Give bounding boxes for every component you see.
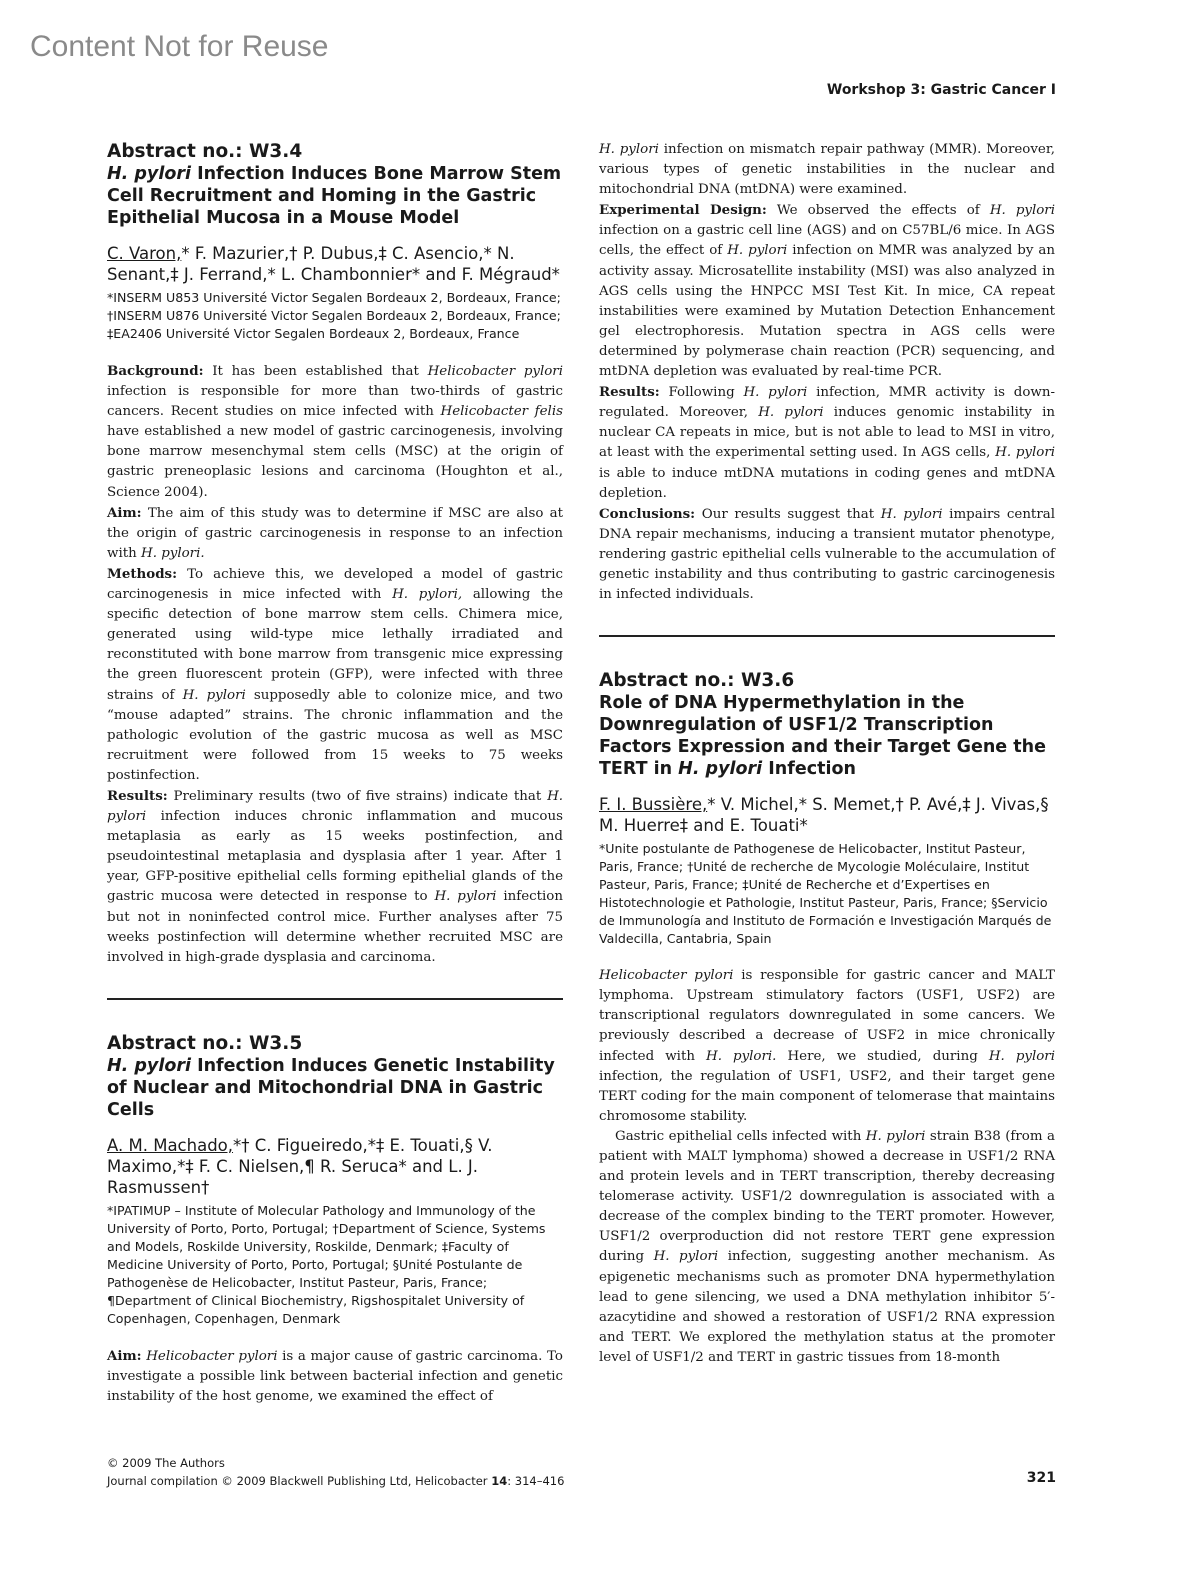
text-run: Preliminary results (two of five strains) indicate that [167,788,548,804]
presenting-author: C. Varon, [107,244,182,263]
italic-run: Helicobacter pylori [146,1348,278,1364]
abstract-w3-5 [107,1032,563,1407]
italic-run: H. pylori. [141,545,205,561]
italic-run: H. pylori [865,1128,926,1144]
text-run: infection but not in noninfected control mice. Further analyses after 75 weeks postinfection will determine whether recruited MSC are involved in high-grade dysplasia and carcinoma. [107,889,563,965]
text-run: is responsible for gastric cancer and MALT lymphoma. Upstream stimulatory factors (USF1, USF2) are transcriptional regulators downregulated in some cancers. We previously described a decrease of USF2 in mice chronically infected with [599,968,1055,1064]
text-run: It has been established that [203,364,428,379]
text-run: have established a new model of gastric carcinogenesis, involving bone marrow mesenchymal stem cells (MSC) at the origin of gastric preneoplasic lesions and carcinoma (Houghton et al., Science 2004). [107,424,563,500]
text-run: Journal compilation © 2009 Blackwell Publishing Ltd, Helicobacter [107,1474,492,1488]
italic-run: Helicobacter pylori [427,364,563,379]
abstract-w3-4 [107,140,563,968]
text-run: infection is responsible for more than two-thirds of gastric cancers. Recent studies on mice infected with [107,384,563,420]
author-list [599,794,1055,836]
abstract-title [107,163,563,229]
text-run: is a major cause of gastric carcinoma. To investigate a possible link between bacterial infection and genetic instability of the host genome, we examined the effect of [107,1348,563,1404]
text-run: infection on mismatch repair pathway (MMR). Moreover, various types of genetic instabilities in the nuclear and mitochondrial DNA (mtDNA) were examined. [599,142,1056,198]
aim-paragraph [107,1346,563,1407]
author-list [107,1135,563,1198]
title-text: Infection Induces Genetic Instability of Nuclear and Mitochondrial DNA in Gastric Cells [107,1055,555,1120]
section-label: Methods: [107,565,178,582]
affiliations: *Unite postulante de Pathogenese de Helicobacter, Institut Pasteur, Paris, France; †Unité de recherche de Mycologie Moléculaire, Institut Pasteur, Paris, France; ‡Unité de Recherche et d’Expertises en Histotechnologie et Pathologie, Institut Pasteur, Paris, France; §Servicio de Immunología and Instituto de Formación e Investigación Marqués de Valdecilla, Cantabria, Spain [599,841,1052,947]
presenting-author: A. M. Machado, [107,1135,234,1155]
text-run: infection induces chronic inflammation and mucous metaplasia as early as 15 weeks postinfection, and pseudointestinal metaplasia and dysplasia after 1 year. After 1 year, GFP-positive epithelial cells forming epithelial glands of the gastric mucosa were detected in response to [107,809,563,905]
abstract-title [107,1055,563,1121]
abstract-number: Abstract no.: W3.5 [107,1032,303,1054]
abstract-w3-6 [599,669,1055,1368]
italic-run: H. pylori [989,203,1055,219]
text-run: Following [659,385,744,401]
title-text: Infection Induces Bone Marrow Stem Cell Recruitment and Homing in the Gastric Epithelial Mucosa in a Mouse Model [107,164,562,228]
text-run: infection, suggesting another mechanism. As epigenetic mechanisms such as promoter DNA hypermethylation lead to gene silencing, we used a DNA methylation inhibitor 5′-azacytidine and showed a restoration of USF1/2 RNA expression and TERT. We explored the methylation status at the promoter level of USF1/2 and TERT in gastric tissues from 18-month [599,1249,1055,1365]
italic-run: Helicobacter felis [440,404,563,420]
watermark: Content Not for Reuse [30,30,329,63]
title-text: Infection [762,759,856,780]
background-paragraph [107,361,563,503]
page-number: 321 [1026,1470,1056,1486]
other-authors: * V. Michel,* S. Memet,† P. Avé,‡ J. Vivas,§ M. Huerre‡ and E. Touati* [599,795,1049,836]
italic-run: Helicobacter pylori [599,968,734,984]
left-column [107,140,563,1407]
text-run: To achieve this, we developed a model of gastric carcinogenesis in mice infected with [107,566,563,603]
text-run: supposedly able to colonize mice, and two “mouse adapted” strains. The chronic inflammation and the pathologic evolution of the gastric mucosa as well as MSC recruitment were followed from 15 weeks to 75 weeks postinfection. [107,687,563,783]
text-run: induces genomic instability in nuclear CA repeats in mice, but is not able to lead to MSI in vitro, at least with the experimental setting used. In AGS cells, [599,405,1055,461]
italic-run: H. pylori [880,506,943,522]
section-label: Results: [599,384,660,401]
italic-run: H. pylori [758,405,824,421]
italic-run: H. pylori [434,889,497,905]
italic-run: H. pylori [743,385,808,401]
affiliations: *INSERM U853 Université Victor Segalen Bordeaux 2, Bordeaux, France; †INSERM U876 Université Victor Segalen Bordeaux 2, Bordeaux, France; ‡EA2406 Université Victor Segalen Bordeaux 2, Bordeaux, France [107,290,561,341]
section-divider [599,635,1055,637]
abstract-number: Abstract no.: W3.6 [599,670,795,692]
volume-number: 14 [491,1474,508,1488]
italic-run: H. pylori [182,687,246,703]
text-run: : 314–416 [507,1474,565,1488]
title-text: Role of DNA Hypermethylation in the Downregulation of USF1/2 Transcription Factors Expression and their Target Gene the TERT in [599,693,1046,780]
section-label: Aim: [107,1347,142,1364]
footer-copyright [107,1454,564,1490]
other-authors: *† C. Figueiredo,*‡ E. Touati,§ V. Maximo,*‡ F. C. Nielsen,¶ R. Seruca* and L. J. Rasmussen† [107,1135,493,1197]
text-run: Our results suggest that [695,506,881,522]
section-label: Experimental Design: [599,202,767,219]
abstract-title [599,692,1055,780]
text-run: Here, we studied, during [776,1048,989,1064]
text-run: infection on MMR was analyzed by an activity assay. Microsatellite instability (MSI) was also analyzed in AGS cells using the HNPCC MSI Test Kit. In mice, CA repeat instabilities were examined by Mutation Detection Enhancement gel electrophoresis. Mutation spectra in AGS cells were determined by polymerase chain reaction (PCR) sequencing, and mtDNA depletion was evaluated by real-time PCR. [599,243,1055,380]
title-italic: H. pylori [678,759,763,780]
italic-run: H. pylori [653,1249,719,1265]
text-run: We observed the effects of [766,203,990,219]
journal-line [107,1472,564,1490]
text-run: infection, the regulation of USF1, USF2, and their target gene TERT coding for the main component of telomerase that maintains chromosome stability. [599,1068,1055,1124]
section-label: Conclusions: [599,505,696,522]
affiliations: *IPATIMUP – Institute of Molecular Pathology and Immunology of the University of Porto, Porto, Portugal; †Department of Science, Systems and Models, Roskilde University, Roskilde, Denmark; ‡Faculty of Medicine University of Porto, Porto, Portugal; §Unité Postulante de Pathogenèse de Helicobacter, Institut Pasteur, Paris, France; ¶Department of Clinical Biochemistry, Rigshospitalet University of Copenhagen, Copenhagen, Denmark [107,1202,546,1326]
section-label: Aim: [107,504,142,521]
italic-run: H. pylori [995,445,1055,461]
right-column [599,140,1055,1368]
results-paragraph [107,786,563,968]
title-italic: H. pylori [107,164,191,184]
abstract-number: Abstract no.: W3.4 [107,141,303,162]
text-run: strain B38 (from a patient with MALT lymphoma) showed a decrease in USF1/2 RNA and protein levels and in TERT transcription, thereby decreasing telomerase activity. USF1/2 downregulation is associated with a decrease of the complex binding to the TERT promoter. However, USF1/2 overproduction did not restore TERT gene expression during [599,1128,1056,1265]
presenting-author: F. I. Bussière, [599,795,708,815]
author-list [107,243,563,285]
body-paragraph-2 [599,1127,1055,1368]
abstract-w3-5-continued [599,140,1055,605]
text-run: infection on a gastric cell line (AGS) and on C57BL/6 mice. In AGS cells, the effect of [599,223,1055,259]
italic-run: H. pylori [107,788,563,825]
copyright-line: © 2009 The Authors [107,1456,225,1470]
other-authors: * F. Mazurier,† P. Dubus,‡ C. Asencio,* N. Senant,‡ J. Ferrand,* L. Chambonnier* and F. Mégraud* [107,244,560,284]
experimental-design-paragraph [599,200,1055,382]
text-run: The aim of this study was to determine if MSC are also at the origin of gastric carcinogenesis in response to an infection with [107,505,563,561]
conclusions-paragraph [599,504,1055,605]
italic-run: H. pylori [727,243,788,259]
running-head: Workshop 3: Gastric Cancer I [826,82,1056,98]
body-paragraph-1 [599,966,1055,1127]
methods-paragraph [107,564,563,786]
aim-paragraph [107,503,563,564]
italic-run: H. pylori. [706,1048,777,1064]
text-run: infection, MMR activity is down-regulated. Moreover, [599,385,1055,421]
text-run: impairs central DNA repair mechanisms, inducing a transient mutator phenotype, rendering gastric epithelial cells vulnerable to the accumulation of genetic instability and thus contributing to gastric carcinogenesis in infected individuals. [599,506,1055,603]
text-run: Gastric epithelial cells infected with [615,1128,866,1144]
text-run: allowing the specific detection of bone marrow stem cells. Chimera mice, generated using wild-type mice lethally irradiated and reconstituted with bone marrow from transgenic mice expressing the green fluorescent protein (GFP), were infected with three strains of [107,587,563,703]
results-paragraph [599,382,1055,504]
section-divider [107,998,563,1000]
text-run: is able to induce mtDNA mutations in coding genes and mtDNA depletion. [599,465,1055,501]
italic-run: H. pylori [599,142,659,157]
section-label: Results: [107,787,168,804]
italic-run: H. pylori, [392,587,463,603]
italic-run: H. pylori [988,1048,1055,1064]
section-label: Background: [107,363,204,379]
title-italic: H. pylori [107,1055,191,1076]
aim-paragraph-continued [599,140,1055,200]
